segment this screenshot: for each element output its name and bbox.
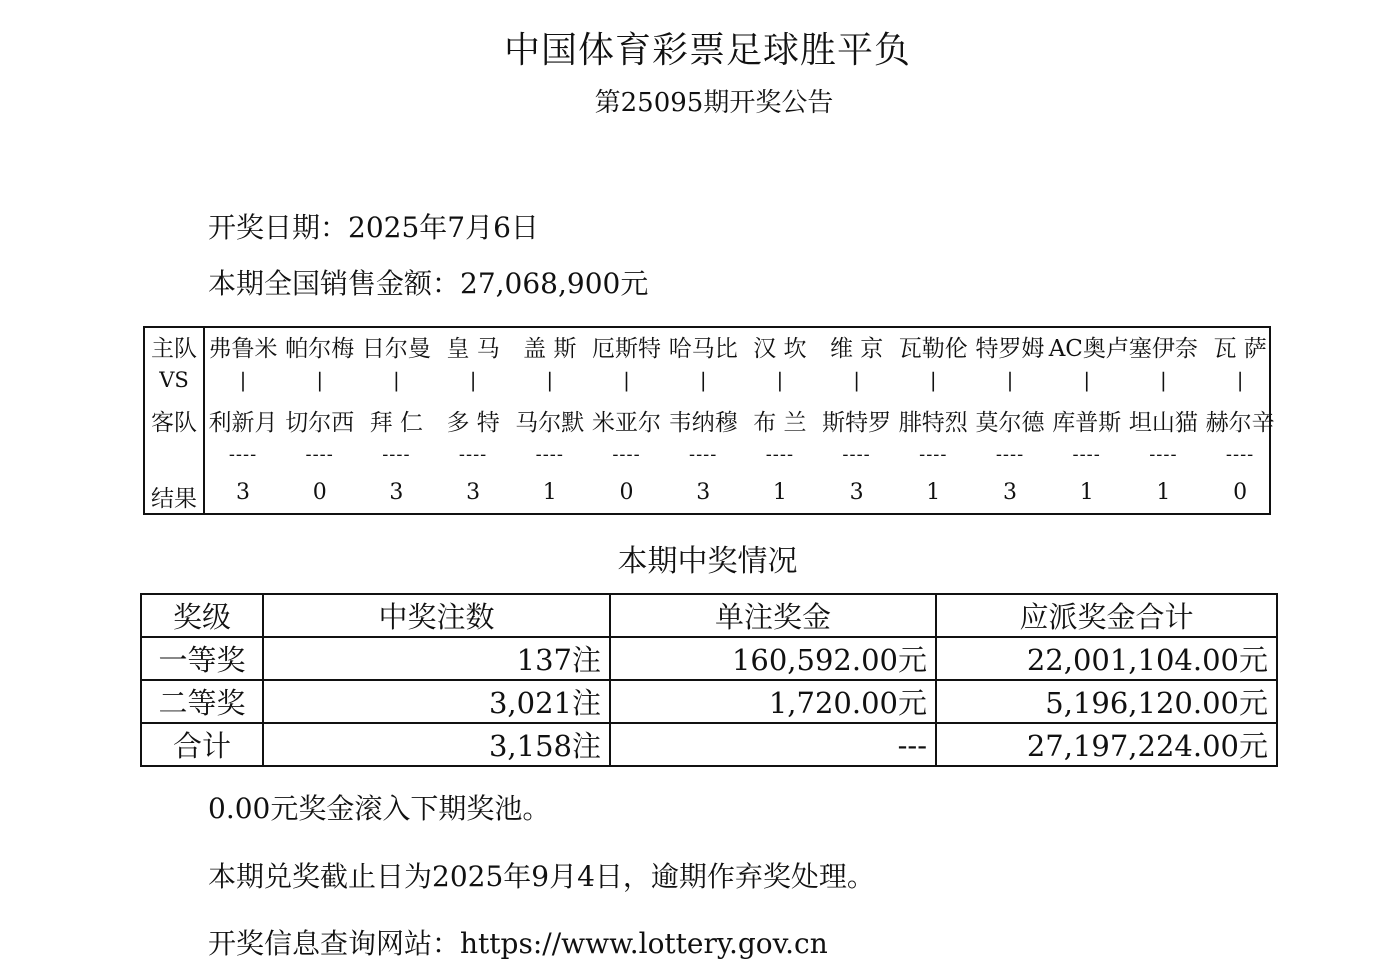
prize-level: 二等奖 — [141, 680, 263, 723]
dash-separator: ---- — [1072, 444, 1101, 465]
home-team: 汉 坎 — [753, 336, 807, 362]
match-column — [512, 328, 588, 513]
home-team: 日尔曼 — [361, 336, 431, 362]
away-team-label: 客队 — [151, 410, 197, 436]
vs-separator: | — [1006, 368, 1014, 392]
table-row — [141, 723, 1277, 766]
prize-table-header — [141, 594, 1277, 637]
vs-separator: | — [776, 368, 784, 392]
away-team: 腓特烈 — [898, 410, 968, 436]
unit-prize: 1,720.00元 — [610, 680, 936, 723]
prize-table — [140, 593, 1278, 767]
page-subtitle: 第25095期开奖公告 — [594, 88, 834, 118]
match-column — [589, 328, 665, 513]
vs-separator: | — [546, 368, 554, 392]
vs-separator: | — [699, 368, 707, 392]
match-column — [895, 328, 971, 513]
home-team: 厄斯特 — [592, 336, 661, 362]
home-team: 皇 马 — [446, 336, 500, 362]
match-column — [742, 328, 818, 513]
match-result: 3 — [849, 480, 864, 505]
winner-count: 3,021注 — [263, 680, 610, 723]
dash-separator: ---- — [765, 444, 795, 465]
match-results-table — [143, 326, 1275, 515]
away-team: 利新月 — [208, 410, 278, 436]
match-column — [665, 328, 741, 513]
away-team: 拜 仁 — [369, 410, 424, 436]
away-team: 库普斯 — [1052, 410, 1122, 436]
match-result: 0 — [1233, 480, 1248, 505]
away-team: 多 特 — [446, 410, 500, 436]
rollover-note: 0.00元奖金滚入下期奖池。 — [208, 792, 551, 825]
table-row — [141, 680, 1277, 723]
vs-separator: | — [1083, 368, 1091, 392]
header-count: 中奖注数 — [263, 594, 610, 637]
match-column — [282, 328, 358, 513]
match-column — [1202, 328, 1278, 513]
match-column — [819, 328, 895, 513]
match-result: 1 — [1156, 480, 1171, 505]
vs-separator: | — [469, 368, 477, 392]
away-team: 坦山猫 — [1128, 410, 1198, 436]
away-team: 莫尔德 — [975, 410, 1045, 436]
match-result: 3 — [389, 480, 404, 505]
dash-separator: ---- — [995, 444, 1025, 465]
home-team: 帕尔梅 — [285, 336, 355, 362]
match-result: 3 — [466, 480, 481, 505]
draw-date: 开奖日期：2025年7月6日 — [208, 211, 539, 244]
away-team: 韦纳穆 — [668, 410, 738, 436]
dash-separator: ---- — [1149, 444, 1178, 465]
match-result: 3 — [236, 480, 250, 505]
home-team: 塞伊奈 — [1128, 336, 1198, 362]
home-team: AC奥卢 — [1048, 336, 1129, 362]
home-team: 瓦 萨 — [1213, 336, 1267, 362]
prize-level: 一等奖 — [141, 637, 263, 680]
dash-separator: ---- — [228, 444, 258, 465]
home-team: 特罗姆 — [975, 336, 1045, 362]
page-title: 中国体育彩票足球胜平负 — [503, 30, 911, 71]
dash-separator: ---- — [382, 444, 411, 465]
prize-section-title: 本期中奖情况 — [617, 544, 798, 579]
match-column — [1125, 328, 1201, 513]
dash-separator: ---- — [919, 444, 948, 465]
away-team: 赫尔辛 — [1205, 410, 1275, 436]
vs-separator: | — [853, 368, 860, 392]
header-unit-prize: 单注奖金 — [610, 594, 936, 637]
match-result: 1 — [772, 480, 787, 505]
website-note: 开奖信息查询网站：https://www.lottery.gov.cn — [208, 927, 828, 960]
match-result: 1 — [926, 480, 941, 505]
dash-separator: ---- — [842, 444, 871, 465]
total-prize: 22,001,104.00元 — [936, 637, 1277, 680]
dash-separator: ---- — [305, 444, 334, 465]
deadline-note: 本期兑奖截止日为2025年9月4日，逾期作弃奖处理。 — [208, 860, 875, 893]
sales-amount: 本期全国销售金额：27,068,900元 — [208, 267, 649, 300]
home-team: 弗鲁米 — [208, 336, 278, 362]
match-result: 3 — [1003, 480, 1017, 505]
vs-separator: | — [393, 368, 400, 392]
match-column — [358, 328, 434, 513]
dash-separator: ---- — [612, 444, 641, 465]
table-row — [141, 637, 1277, 680]
header-total-prize: 应派奖金合计 — [936, 594, 1277, 637]
vs-separator: | — [239, 368, 247, 392]
match-column — [1048, 328, 1129, 513]
match-result: 0 — [619, 480, 634, 505]
match-column — [435, 328, 511, 513]
prize-level: 合计 — [141, 723, 263, 766]
vs-label: VS — [159, 368, 189, 392]
away-team: 布 兰 — [753, 410, 807, 436]
unit-prize: --- — [610, 723, 936, 766]
vs-separator: | — [929, 368, 937, 392]
away-team: 斯特罗 — [822, 410, 892, 436]
away-team: 切尔西 — [285, 410, 355, 436]
vs-separator: | — [1160, 368, 1167, 392]
vs-separator: | — [1236, 368, 1244, 392]
dash-separator: ---- — [689, 444, 718, 465]
away-team: 米亚尔 — [592, 410, 661, 436]
home-team: 哈马比 — [668, 336, 738, 362]
home-team: 盖 斯 — [523, 336, 577, 362]
vs-separator: | — [316, 368, 324, 392]
dash-separator: ---- — [535, 444, 564, 465]
home-team-label: 主队 — [151, 336, 197, 362]
away-team: 马尔默 — [515, 410, 585, 436]
dash-separator: ---- — [1225, 444, 1255, 465]
match-result: 1 — [542, 480, 557, 505]
winner-count: 137注 — [263, 637, 610, 680]
match-column — [972, 328, 1048, 513]
dash-separator: ---- — [458, 444, 488, 465]
match-result: 0 — [312, 480, 327, 505]
match-column — [205, 328, 281, 513]
match-result: 3 — [696, 480, 711, 505]
result-label: 结果 — [151, 486, 197, 512]
vs-separator: | — [623, 368, 630, 392]
home-team: 维 京 — [829, 336, 884, 362]
home-team: 瓦勒伦 — [898, 336, 968, 362]
header-level: 奖级 — [141, 594, 263, 637]
match-result: 1 — [1079, 480, 1094, 505]
total-prize: 27,197,224.00元 — [936, 723, 1277, 766]
match-row-labels — [145, 328, 205, 513]
unit-prize: 160,592.00元 — [610, 637, 936, 680]
winner-count: 3,158注 — [263, 723, 610, 766]
total-prize: 5,196,120.00元 — [936, 680, 1277, 723]
